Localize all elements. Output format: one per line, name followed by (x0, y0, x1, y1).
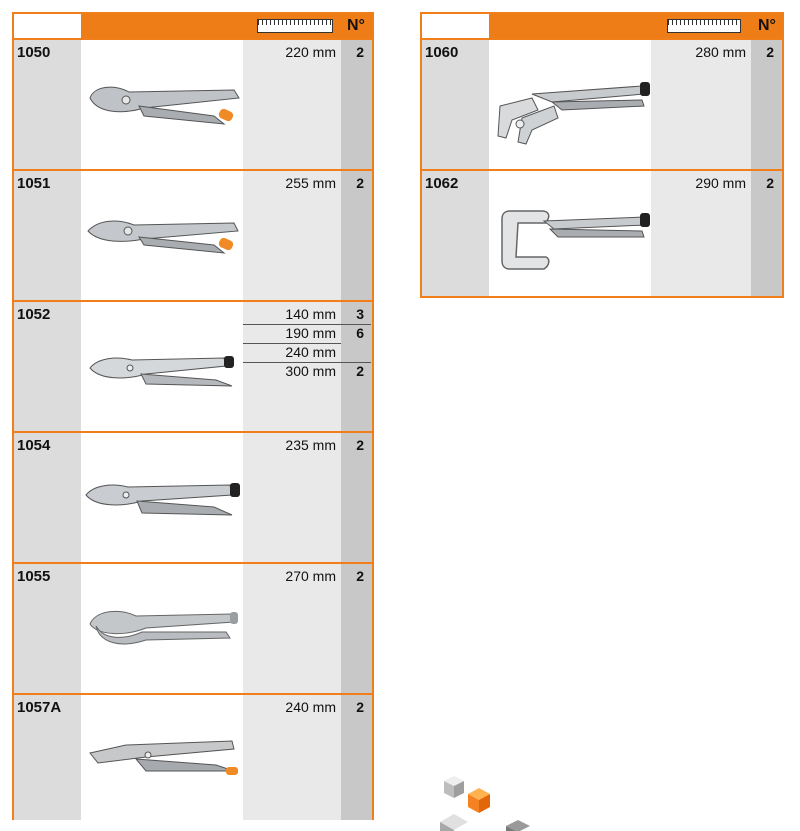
product-code: 1055 (17, 568, 51, 585)
product-code: 1062 (425, 175, 459, 192)
table-row (14, 562, 372, 693)
clamp-pliers-image (492, 66, 657, 146)
product-table-left (12, 12, 374, 820)
size-value: 190 mm (285, 325, 336, 341)
qty-value: 2 (356, 699, 364, 715)
table-header (14, 14, 372, 38)
size-value: 280 mm (695, 44, 746, 60)
qty-value: 6 (356, 325, 364, 341)
size-value: 240 mm (285, 699, 336, 715)
pliers-image (84, 199, 244, 269)
pliers-image (86, 731, 246, 791)
qty-value: 2 (356, 363, 364, 379)
table-row (422, 38, 782, 169)
c-clamp-pliers-image (494, 199, 659, 279)
pliers-image (82, 471, 242, 531)
size-value: 140 mm (285, 306, 336, 322)
product-code: 1052 (17, 306, 51, 323)
qty-value: 2 (356, 568, 364, 584)
size-value: 240 mm (285, 344, 336, 360)
table-row (14, 169, 372, 300)
table-row (14, 38, 372, 169)
size-value: 300 mm (285, 363, 336, 379)
pliers-image (86, 340, 246, 400)
product-code: 1057A (17, 699, 62, 716)
qty-header: N° (347, 17, 365, 34)
qty-value: 2 (766, 175, 774, 191)
product-code: 1054 (17, 437, 51, 454)
ruler-icon (667, 19, 741, 33)
product-code: 1060 (425, 44, 459, 61)
table-row (422, 169, 782, 296)
ruler-icon (257, 19, 333, 33)
size-value: 255 mm (285, 175, 336, 191)
qty-value: 3 (356, 306, 364, 322)
pliers-image (84, 68, 244, 138)
table-header (422, 14, 782, 38)
cubes-logo (436, 772, 546, 831)
product-table-right (420, 12, 784, 298)
table-row (14, 693, 372, 820)
qty-value: 2 (356, 175, 364, 191)
table-row (14, 431, 372, 562)
qty-value: 2 (356, 437, 364, 453)
table-row (14, 300, 372, 431)
qty-value: 2 (766, 44, 774, 60)
size-value: 290 mm (695, 175, 746, 191)
product-code: 1051 (17, 175, 51, 192)
size-value: 270 mm (285, 568, 336, 584)
pliers-image (86, 604, 246, 654)
size-value: 235 mm (285, 437, 336, 453)
product-code: 1050 (17, 44, 51, 61)
qty-value: 2 (356, 44, 364, 60)
size-value: 220 mm (285, 44, 336, 60)
qty-header: N° (758, 17, 776, 34)
